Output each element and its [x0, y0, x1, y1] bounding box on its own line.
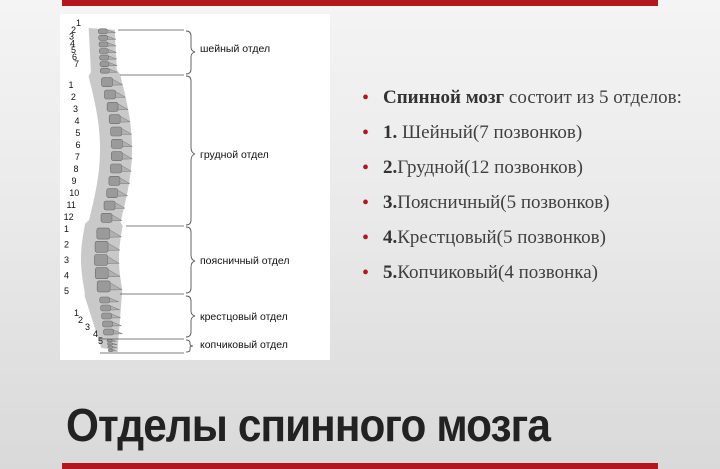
- region-label-thoracic: грудной отдел: [200, 149, 269, 161]
- vertebra-body: [100, 55, 109, 60]
- vertebra-body: [99, 42, 108, 47]
- vertebra-number: 2: [70, 92, 76, 102]
- vertebra-body: [107, 343, 112, 346]
- vertebra-number: 8: [73, 164, 79, 174]
- vertebra-body: [100, 68, 109, 73]
- list-item: [360, 259, 690, 287]
- region-label-sacral: крестцовый отдел: [200, 311, 288, 323]
- vertebra-number: 4: [74, 116, 80, 126]
- vertebra-number: 5: [98, 336, 104, 346]
- vertebra-number: 1: [64, 224, 70, 234]
- item-text: Грудной(12 позвонков): [397, 157, 583, 178]
- item-number: 4.: [383, 227, 398, 248]
- intro-text: состоит из 5 отделов:: [504, 87, 682, 108]
- vertebra-body: [98, 29, 107, 34]
- vertebra-number: 2: [71, 24, 77, 35]
- item-text: Поясничный(5 позвонков): [397, 192, 610, 213]
- vertebra-body: [108, 346, 113, 349]
- vertebra-body: [95, 241, 108, 252]
- item-number: 5.: [383, 262, 398, 283]
- vertebra-body: [95, 255, 108, 266]
- vertebra-number: 10: [69, 188, 80, 198]
- vertebra-number: 9: [71, 176, 77, 186]
- intro-bold: Спинной мозг: [383, 87, 505, 108]
- region-label-cervical: шейный отдел: [200, 43, 271, 55]
- vertebra-number: 2: [64, 239, 70, 250]
- item-number: 1.: [383, 122, 398, 143]
- vertebra-body: [107, 339, 112, 342]
- page-title: Отделы спинного мозга: [66, 399, 550, 451]
- vertebra-number: 3: [72, 104, 78, 114]
- vertebra-body: [102, 313, 112, 319]
- item-text: Копчиковый(4 позвонка): [397, 262, 599, 283]
- vertebra-body: [111, 139, 122, 148]
- vertebra-number: 5: [64, 286, 70, 296]
- vertebra-body: [101, 305, 111, 311]
- vertebra-body: [104, 329, 114, 335]
- vertebra-body: [104, 90, 115, 99]
- bottom-accent-bar: [62, 463, 658, 469]
- vertebra-body: [111, 164, 122, 173]
- item-text: Крестцовый(5 позвонков): [397, 227, 606, 248]
- vertebra-number: 7: [74, 58, 80, 69]
- vertebra-body: [99, 49, 108, 54]
- vertebra-body: [100, 297, 110, 303]
- region-label-lumbar: поясничный отдел: [200, 255, 290, 267]
- vertebra-number: 1: [76, 18, 82, 28]
- vertebra-number: 12: [63, 212, 74, 222]
- vertebra-number: 3: [69, 31, 75, 42]
- list-item: [360, 154, 690, 182]
- vertebra-body: [111, 152, 122, 161]
- vertebra-body: [97, 228, 110, 239]
- top-accent-bar: [62, 0, 658, 6]
- vertebra-body: [107, 102, 118, 111]
- spine-diagram: [60, 14, 330, 360]
- vertebra-body: [104, 201, 115, 210]
- vertebra-body: [97, 281, 110, 292]
- vertebra-body: [102, 78, 113, 87]
- vertebra-number: 5: [71, 45, 77, 56]
- spine-column: [81, 28, 132, 352]
- list-item: [360, 224, 690, 252]
- region-brackets: [186, 31, 195, 352]
- vertebra-body: [100, 62, 109, 67]
- intro-bullet: [360, 84, 690, 112]
- vertebra-number: 5: [75, 128, 81, 138]
- vertebra-number: 1: [74, 308, 80, 318]
- vertebra-body: [108, 349, 113, 352]
- vertebra-number: 6: [75, 140, 81, 150]
- list-item: [360, 119, 690, 147]
- vertebra-number: 6: [72, 52, 78, 62]
- vertebra-body: [95, 268, 108, 279]
- vertebra-body: [107, 189, 118, 198]
- list-item: [360, 189, 690, 217]
- vertebra-number: 4: [64, 270, 70, 281]
- vertebra-number: 11: [66, 200, 76, 210]
- vertebra-number: 4: [93, 329, 99, 339]
- vertebra-number: 4: [70, 38, 76, 49]
- vertebra-body: [101, 213, 112, 222]
- vertebra-body: [99, 35, 108, 40]
- vertebra-body: [103, 321, 113, 327]
- vertebra-number: 3: [64, 255, 70, 265]
- spine-svg: [60, 14, 330, 360]
- spinal-cord-sections-list: [360, 84, 690, 294]
- vertebra-body: [111, 127, 122, 136]
- vertebra-number: 1: [68, 80, 74, 90]
- item-number: 2.: [383, 157, 398, 178]
- vertebra-number: 7: [74, 152, 80, 162]
- item-number: 3.: [383, 192, 398, 213]
- item-text: Шейный(7 позвонков): [397, 122, 583, 143]
- vertebra-number: 3: [85, 322, 91, 332]
- vertebra-number: 2: [78, 315, 84, 325]
- vertebra-body: [109, 115, 120, 124]
- region-label-coccygeal: копчиковый отдел: [200, 339, 288, 351]
- vertebra-body: [109, 176, 120, 185]
